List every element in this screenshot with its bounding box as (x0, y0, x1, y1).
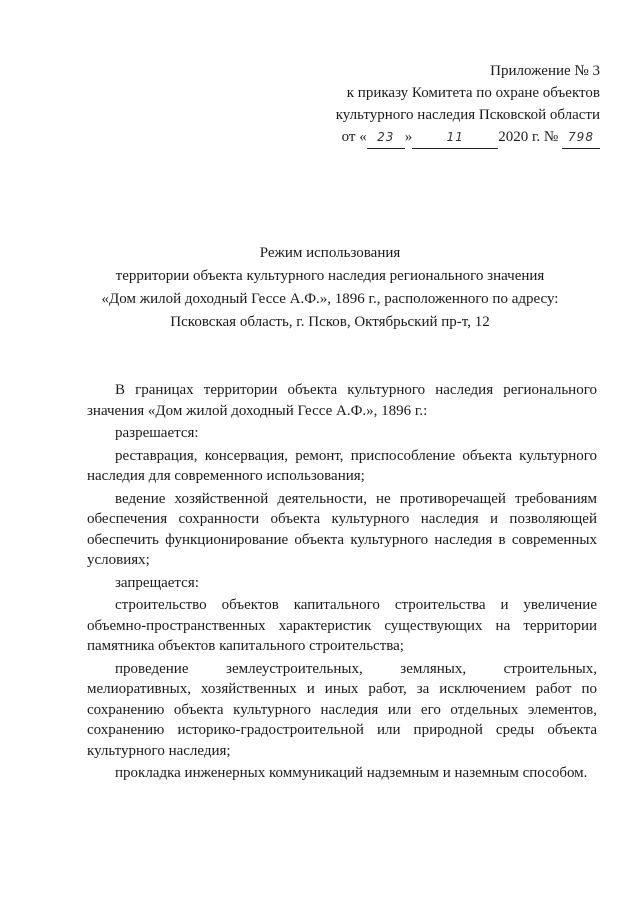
order-date-line (300, 126, 600, 149)
title-line-2: территории объекта культурного наследия регионального значения (115, 268, 545, 284)
date-month: 11 (446, 130, 464, 144)
date-mid: » (404, 129, 413, 145)
date-year: 2020 г. № (498, 129, 559, 145)
date-day-field (367, 126, 405, 149)
title-line-1: Режим использования (259, 245, 401, 261)
doc-number: 798 (568, 130, 594, 144)
order-reference: к приказу Комитета по охране объектов (346, 85, 600, 101)
allowed-label: разрешается: (115, 425, 199, 441)
doc-number-field (562, 126, 600, 149)
title-line-4: Псковская область, г. Псков, Октябрьский пр-т, 12 (170, 314, 490, 330)
committee-name: культурного наследия Псковской области (335, 107, 600, 123)
allowed-item-1: реставрация, консервация, ремонт, приспособление объекта культурного наследия для современного использования; (87, 447, 597, 484)
forbidden-item-3: прокладка инженерных коммуникаций надземным и наземным способом. (115, 765, 588, 781)
forbidden-item-1: строительство объектов капитального строительства и увеличение объемно-пространственных характеристик существующих на территории памятника объектов капитального строительства; (87, 597, 597, 654)
allowed-item-2: ведение хозяйственной деятельности, не противоречащей требованиям обеспечения сохранности объекта культурного наследия и позволяющей обеспечить функционирование объекта культурного наследия в современных условиях; (87, 490, 597, 568)
date-prefix: от « (341, 129, 367, 145)
forbidden-label: запрещается: (115, 574, 199, 591)
document-body (87, 380, 597, 786)
title-line-3: «Дом жилой доходный Гессе А.Ф.», 1896 г., расположенного по адресу: (101, 291, 559, 307)
appendix-header (300, 60, 600, 149)
appendix-number: Приложение № 3 (490, 63, 600, 79)
date-day: 23 (377, 130, 395, 144)
document-title (60, 242, 600, 334)
forbidden-item-2: проведение землеустроительных, земляных, строительных, мелиоративных, хозяйственных и иных работ, за исключением работ по сохранению объекта культурного наследия или его отдельных элементов, сохранению историко-градостроительной или природной среды объекта культурного наследия; (87, 660, 597, 759)
intro-paragraph: В границах территории объекта культурного наследия регионального значения «Дом жилой доходный Гессе А.Ф.», 1896 г.: (87, 382, 597, 419)
date-month-field (412, 126, 498, 149)
